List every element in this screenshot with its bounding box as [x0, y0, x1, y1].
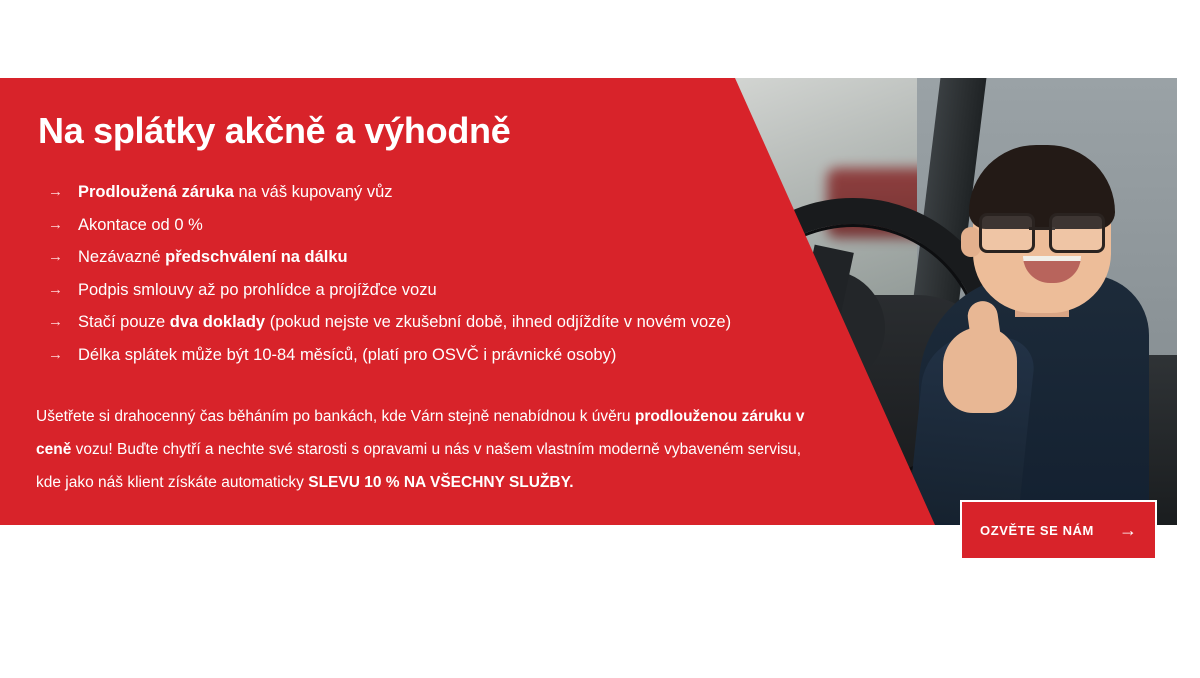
glasses-lens-left: [979, 213, 1035, 253]
list-item-label: Nezávazné předschválení na dálku: [78, 248, 348, 266]
arrow-right-icon: →: [48, 248, 63, 265]
arrow-right-icon: →: [48, 345, 63, 363]
list-item-label: Stačí pouze dva doklady (pokud nejste ve zkušební době, ihned odjíždíte v novém voze): [78, 313, 732, 331]
list-item: [48, 215, 808, 235]
list-item: [48, 280, 808, 300]
benefits-list: [48, 182, 808, 377]
list-item-label: Prodloužená záruka na váš kupovaný vůz: [78, 183, 393, 201]
list-item-label: Akontace od 0 %: [78, 215, 203, 234]
banner-paragraph: Ušetřete si drahocenný čas běháním po bankách, kde Várn stejně nenabídnou k úvěru prodlouženou záruku v ceně vozu! Buďte chytří a nechte své starosti s opravami u nás v našem vlastním moderně vybaveném servisu, kde jako náš klient získáte automaticky SLEVU 10 % NA VŠECHNY SLUŽBY.: [36, 408, 805, 491]
list-item: [48, 345, 808, 365]
cta-button[interactable]: [960, 500, 1157, 560]
banner-content: [0, 78, 860, 525]
arrow-right-icon: →: [48, 313, 63, 330]
list-item: [48, 247, 808, 267]
arrow-right-icon: →: [48, 215, 63, 233]
arrow-right-icon: →: [48, 183, 63, 200]
arrow-right-icon: →: [48, 280, 63, 298]
promo-banner: [0, 78, 1177, 540]
glasses-icon: [979, 213, 1105, 247]
cta-label: OZVĚTE SE NÁM: [980, 522, 1094, 538]
photo-boy-ear: [961, 227, 981, 257]
list-item: [48, 182, 808, 202]
glasses-lens-right: [1049, 213, 1105, 253]
page-title: Na splátky akčně a výhodně: [38, 110, 511, 151]
arrow-right-icon: →: [1119, 520, 1137, 540]
list-item-label: Podpis smlouvy až po prohlídce a projížďce vozu: [78, 280, 437, 299]
list-item: [48, 312, 808, 332]
list-item-label: Délka splátek může být 10-84 měsíců, (platí pro OSVČ i právnické osoby): [78, 345, 617, 364]
